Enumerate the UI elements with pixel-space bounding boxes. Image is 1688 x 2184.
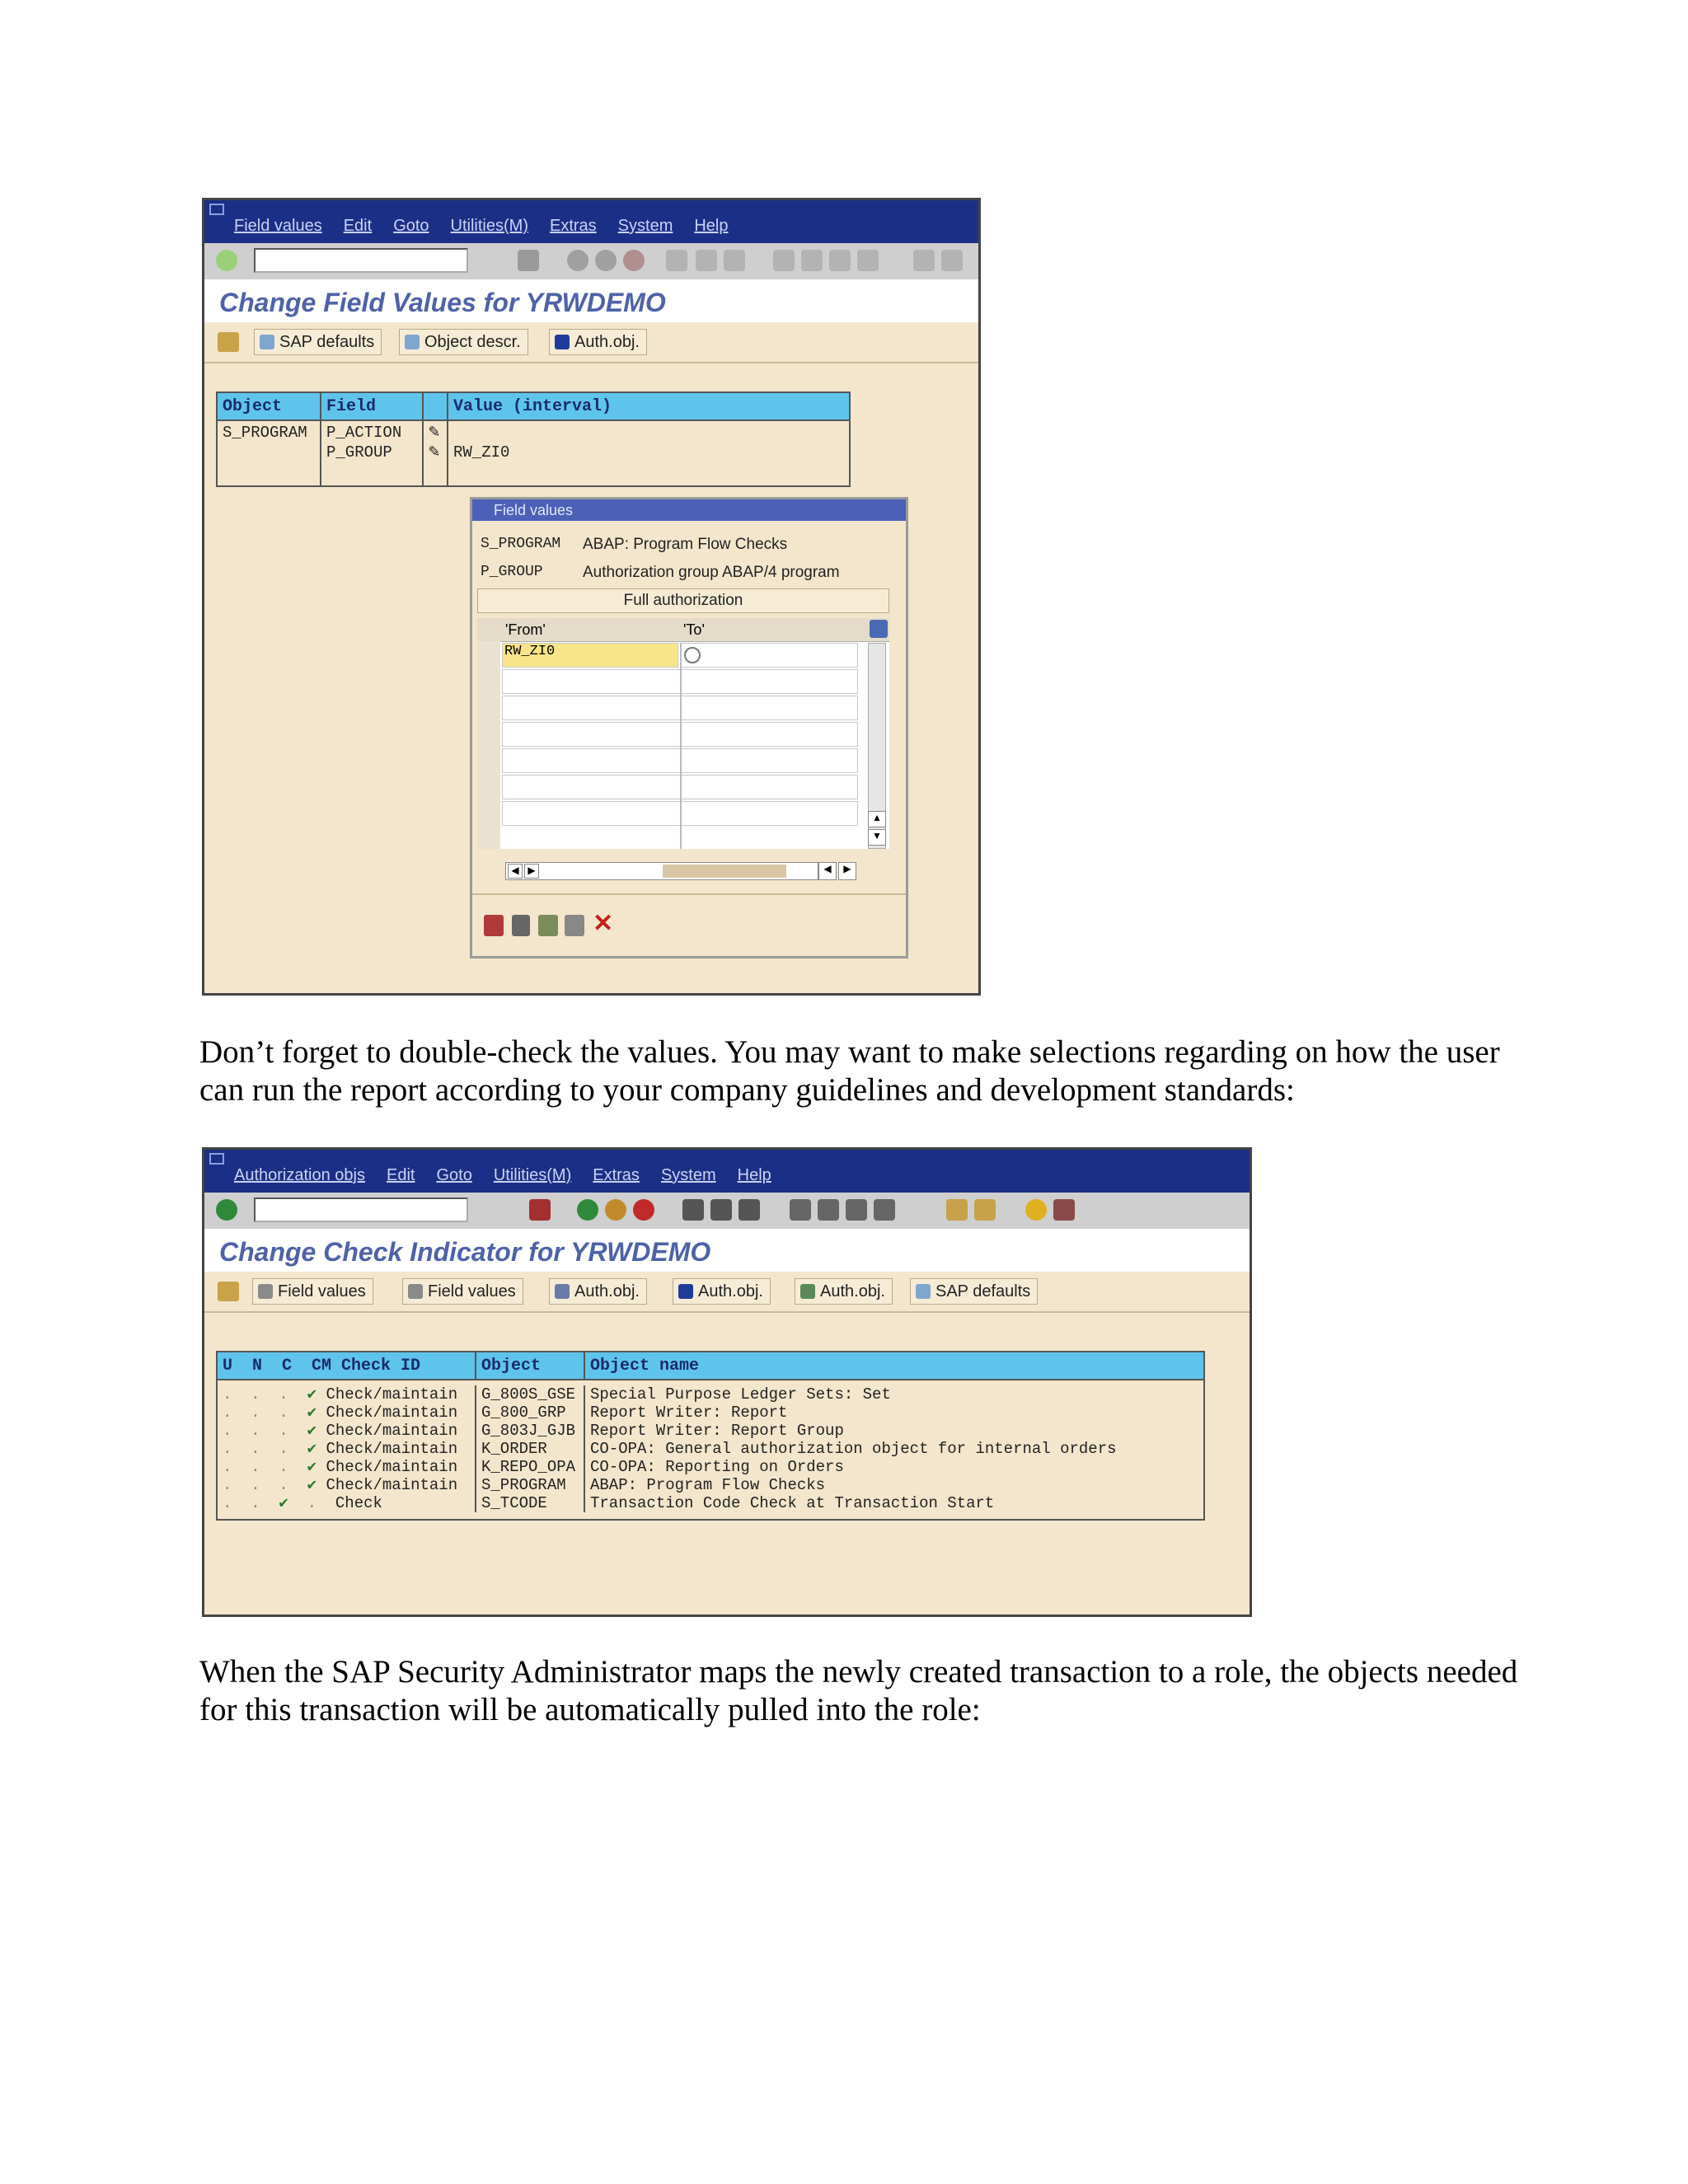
object-name-cell: CO-OPA: General authorization object for internal orders bbox=[584, 1440, 1204, 1458]
check-id: Check/maintain bbox=[326, 1476, 458, 1494]
check-icon: ✔ bbox=[307, 1404, 317, 1422]
col-field: Field bbox=[321, 392, 423, 420]
next-page-icon[interactable] bbox=[846, 1199, 867, 1221]
field-values-table bbox=[216, 391, 851, 487]
menu-help[interactable]: Help bbox=[694, 217, 729, 235]
full-authorization-button[interactable]: Full authorization bbox=[477, 588, 889, 613]
defaults-icon bbox=[916, 1284, 931, 1299]
standard-toolbar bbox=[204, 1193, 1250, 1230]
command-field[interactable] bbox=[254, 1197, 468, 1222]
first-page-icon[interactable] bbox=[790, 1199, 811, 1221]
cancel-icon[interactable] bbox=[623, 250, 645, 271]
col-object: Object bbox=[217, 392, 321, 420]
value-group: RW_ZI0 bbox=[453, 443, 510, 462]
check-cell: . . . ✔ Check/maintain bbox=[217, 1422, 476, 1440]
table-row[interactable] bbox=[217, 1458, 1204, 1476]
popup-title: Field values bbox=[472, 499, 906, 521]
insert-icon[interactable] bbox=[538, 915, 558, 936]
field-values-button[interactable]: Field values bbox=[252, 1278, 373, 1305]
check-icon: ✔ bbox=[279, 1494, 288, 1512]
enter-icon[interactable] bbox=[216, 250, 237, 271]
popup-field-code: P_GROUP bbox=[481, 564, 543, 580]
description-icon bbox=[405, 335, 420, 349]
menu-help[interactable]: Help bbox=[737, 1166, 771, 1184]
paragraph-1: Don’t forget to double-check the values. You may want to make selections regarding on how the user can run the report according to your company guidelines and development standards: bbox=[199, 1034, 1500, 1108]
menu-system[interactable]: System bbox=[617, 217, 673, 235]
col-object: Object bbox=[476, 1352, 584, 1380]
application-toolbar bbox=[204, 1272, 1250, 1313]
save-icon[interactable] bbox=[518, 250, 539, 271]
menu-goto[interactable]: Goto bbox=[393, 217, 429, 235]
check-id: Check/maintain bbox=[326, 1440, 458, 1458]
col-check-id: U N C CM Check ID bbox=[217, 1352, 476, 1380]
interval-grid bbox=[477, 618, 889, 849]
back-icon[interactable] bbox=[567, 250, 588, 271]
check-icon: ✔ bbox=[307, 1385, 317, 1404]
scroll-up-icon[interactable]: ▲ bbox=[868, 811, 886, 827]
menu-edit[interactable]: Edit bbox=[343, 217, 373, 235]
scroll-left-icon[interactable]: ◀ bbox=[508, 864, 523, 879]
hierarchy-icon bbox=[555, 1284, 570, 1299]
previous-page-icon[interactable] bbox=[818, 1199, 839, 1221]
from-input[interactable]: RW_ZI0 bbox=[502, 643, 678, 668]
check-id: Check/maintain bbox=[326, 1404, 458, 1422]
info-icon bbox=[555, 335, 570, 349]
auth-obj-button[interactable]: Auth.obj. bbox=[549, 329, 647, 355]
menu-authorization-objs[interactable]: Authorization objs bbox=[234, 1166, 365, 1184]
check-id: Check bbox=[335, 1494, 382, 1512]
application-toolbar bbox=[204, 322, 978, 363]
object-name-cell: Special Purpose Ledger Sets: Set bbox=[584, 1385, 1204, 1404]
menu-extras[interactable]: Extras bbox=[593, 1166, 640, 1184]
divider bbox=[472, 893, 906, 895]
multiple-selection-icon[interactable] bbox=[684, 647, 701, 663]
check-cell: . . . ✔ Check/maintain bbox=[217, 1476, 476, 1494]
back-icon[interactable] bbox=[577, 1199, 598, 1221]
display-icon bbox=[800, 1284, 815, 1299]
menu-extras[interactable]: Extras bbox=[549, 217, 597, 235]
auth-obj-display-button[interactable]: Auth.obj. bbox=[795, 1278, 893, 1305]
check-cell: . . . ✔ Check/maintain bbox=[217, 1458, 476, 1476]
menu-field-values[interactable]: Field values bbox=[234, 217, 322, 235]
table-row-fields bbox=[321, 420, 423, 486]
shortcut-icon[interactable] bbox=[941, 250, 963, 271]
check-cell: . . . ✔ Check/maintain bbox=[217, 1385, 476, 1404]
to-input[interactable] bbox=[680, 643, 858, 668]
check-indicator-table bbox=[216, 1351, 1205, 1521]
check-icon: ✔ bbox=[307, 1422, 317, 1440]
field-values-popup bbox=[470, 497, 908, 958]
object-cell: K_ORDER bbox=[476, 1440, 584, 1458]
pencil-icon[interactable]: ✎ bbox=[429, 422, 440, 443]
object-cell: G_803J_GJB bbox=[476, 1422, 584, 1440]
object-cell: K_REPO_OPA bbox=[476, 1458, 584, 1476]
object-name-cell: Report Writer: Report bbox=[584, 1404, 1204, 1422]
popup-object-code: S_PROGRAM bbox=[481, 536, 561, 552]
enter-icon[interactable] bbox=[216, 1199, 237, 1221]
find-icon[interactable] bbox=[696, 250, 717, 271]
save-icon[interactable] bbox=[484, 915, 504, 936]
menu-edit[interactable]: Edit bbox=[386, 1166, 415, 1184]
check-id: Check/maintain bbox=[326, 1385, 458, 1404]
auth-obj-info-button[interactable]: Auth.obj. bbox=[673, 1278, 771, 1305]
object-name-cell: CO-OPA: Reporting on Orders bbox=[584, 1458, 1204, 1476]
title-bar bbox=[204, 279, 978, 322]
cancel-icon[interactable]: ✕ bbox=[593, 910, 614, 937]
field-values-edit-button[interactable]: Field values bbox=[402, 1278, 523, 1305]
pencil-icon[interactable]: ✎ bbox=[429, 442, 440, 462]
transfer-icon[interactable] bbox=[565, 915, 584, 936]
shortcut-icon[interactable] bbox=[974, 1199, 996, 1221]
last-page-icon[interactable] bbox=[874, 1199, 895, 1221]
menu-bar bbox=[204, 200, 978, 243]
col-to-header: 'To' bbox=[683, 621, 705, 638]
scroll-left-icon[interactable]: ◀ bbox=[818, 862, 837, 880]
popup-object-text: ABAP: Program Flow Checks bbox=[583, 536, 788, 553]
delete-icon[interactable] bbox=[512, 915, 530, 936]
next-page-icon[interactable] bbox=[829, 250, 851, 271]
print-icon[interactable] bbox=[682, 1199, 704, 1221]
column-settings-icon[interactable] bbox=[870, 620, 888, 638]
menu-utilities[interactable]: Utilities(M) bbox=[450, 217, 528, 235]
menu-bar bbox=[204, 1150, 1250, 1193]
layout-icon[interactable] bbox=[1053, 1199, 1075, 1221]
col-edit bbox=[423, 392, 448, 420]
row-selectors[interactable] bbox=[477, 641, 500, 849]
page-title: Change Field Values for YRWDEMO bbox=[219, 288, 666, 317]
object-cell: S_PROGRAM bbox=[476, 1476, 584, 1494]
command-field[interactable] bbox=[254, 248, 468, 273]
table-row[interactable] bbox=[217, 1476, 1204, 1494]
pencil-glasses-icon[interactable] bbox=[218, 1282, 239, 1301]
table-row-object: S_PROGRAM bbox=[217, 420, 321, 486]
last-page-icon[interactable] bbox=[857, 250, 879, 271]
table-row[interactable] bbox=[217, 1494, 1204, 1512]
menu-goto[interactable]: Goto bbox=[436, 1166, 472, 1184]
cancel-icon[interactable] bbox=[633, 1199, 654, 1221]
check-id: Check/maintain bbox=[326, 1422, 458, 1440]
new-session-icon[interactable] bbox=[913, 250, 935, 271]
title-bar bbox=[204, 1229, 1250, 1272]
object-name-cell: Transaction Code Check at Transaction Start bbox=[584, 1494, 1204, 1512]
table-row-values bbox=[448, 420, 850, 486]
object-cell: G_800S_GSE bbox=[476, 1385, 584, 1404]
pencil-icon bbox=[408, 1284, 423, 1299]
check-cell: . . . ✔ Check/maintain bbox=[217, 1404, 476, 1422]
col-object-name: Object name bbox=[584, 1352, 1204, 1380]
window-icon bbox=[209, 204, 224, 215]
new-session-icon[interactable] bbox=[946, 1199, 968, 1221]
sap-window-check-indicator bbox=[202, 1147, 1252, 1617]
col-value: Value (interval) bbox=[448, 392, 850, 420]
standard-toolbar bbox=[204, 243, 978, 281]
object-descr-button[interactable]: Object descr. bbox=[399, 329, 528, 355]
page-title: Change Check Indicator for YRWDEMO bbox=[219, 1237, 711, 1267]
table-row[interactable] bbox=[217, 1404, 1204, 1422]
popup-field-text: Authorization group ABAP/4 program bbox=[583, 564, 840, 581]
previous-page-icon[interactable] bbox=[801, 250, 823, 271]
find-next-icon[interactable] bbox=[738, 1199, 760, 1221]
scroll-thumb[interactable] bbox=[663, 865, 786, 878]
exit-icon[interactable] bbox=[595, 250, 617, 271]
menu-system[interactable]: System bbox=[660, 1166, 716, 1184]
first-page-icon[interactable] bbox=[773, 250, 795, 271]
scroll-right-icon[interactable]: ▶ bbox=[838, 862, 856, 880]
paragraph-2: When the SAP Security Administrator maps the newly created transaction to a role, the objects needed for this transaction will be automatically pulled into the role: bbox=[199, 1654, 1518, 1727]
find-icon[interactable] bbox=[710, 1199, 732, 1221]
scroll-down-icon[interactable]: ▼ bbox=[868, 829, 886, 846]
pencil-glasses-icon[interactable] bbox=[218, 332, 239, 352]
table-row[interactable] bbox=[217, 1440, 1204, 1458]
edit-icons bbox=[423, 420, 448, 486]
glasses-icon bbox=[258, 1284, 273, 1299]
find-next-icon[interactable] bbox=[724, 250, 745, 271]
save-icon[interactable] bbox=[529, 1199, 551, 1221]
check-icon: ✔ bbox=[307, 1458, 317, 1476]
print-icon[interactable] bbox=[666, 250, 687, 271]
check-id: Check/maintain bbox=[326, 1458, 458, 1476]
defaults-icon bbox=[260, 335, 274, 349]
sap-defaults-button[interactable]: SAP defaults bbox=[910, 1278, 1038, 1305]
object-cell: G_800_GRP bbox=[476, 1404, 584, 1422]
horizontal-scrollbar[interactable] bbox=[505, 862, 818, 880]
column-divider bbox=[680, 643, 682, 849]
object-name-cell: Report Writer: Report Group bbox=[584, 1422, 1204, 1440]
sap-defaults-button[interactable]: SAP defaults bbox=[254, 329, 382, 355]
scroll-right-icon[interactable]: ▶ bbox=[524, 864, 539, 879]
window-icon bbox=[209, 1153, 224, 1165]
check-icon: ✔ bbox=[307, 1440, 317, 1458]
table-row[interactable] bbox=[217, 1385, 1204, 1404]
help-icon[interactable] bbox=[1025, 1199, 1047, 1221]
sap-window-field-values bbox=[202, 198, 981, 996]
auth-obj-hierarchy-button[interactable]: Auth.obj. bbox=[549, 1278, 647, 1305]
check-cell: . . ✔ . Check bbox=[217, 1494, 476, 1512]
col-from-header: 'From' bbox=[505, 621, 546, 638]
table-row[interactable] bbox=[217, 1422, 1204, 1440]
object-name-cell: ABAP: Program Flow Checks bbox=[584, 1476, 1204, 1494]
field-p-action: P_ACTION bbox=[326, 424, 402, 442]
field-p-group: P_GROUP bbox=[326, 443, 392, 462]
check-cell: . . . ✔ Check/maintain bbox=[217, 1440, 476, 1458]
info-icon bbox=[678, 1284, 693, 1299]
check-icon: ✔ bbox=[307, 1476, 317, 1494]
menu-utilities[interactable]: Utilities(M) bbox=[493, 1166, 572, 1184]
exit-icon[interactable] bbox=[605, 1199, 626, 1221]
object-cell: S_TCODE bbox=[476, 1494, 584, 1512]
